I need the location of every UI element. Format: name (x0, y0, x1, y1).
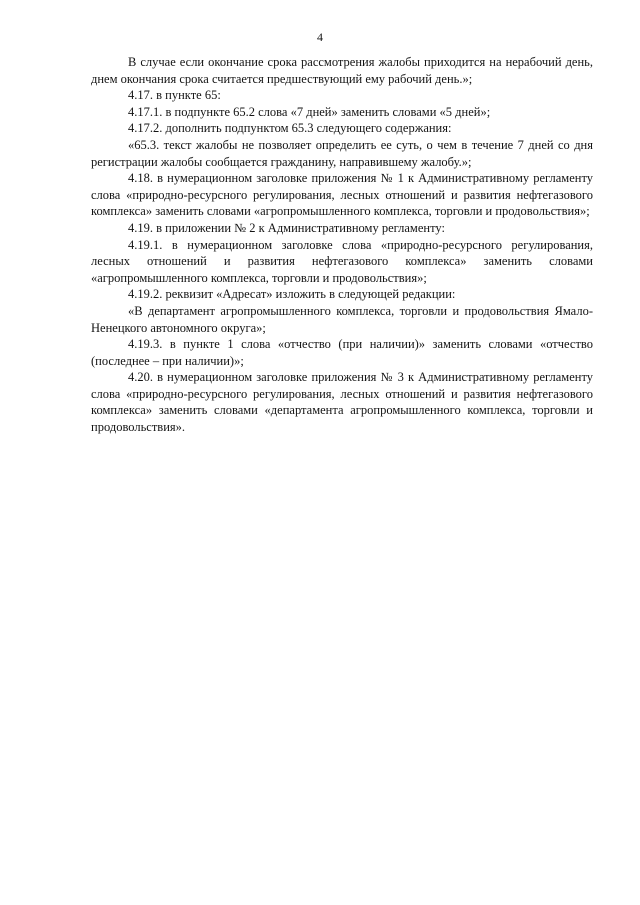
paragraph-4-19-3: 4.19.3. в пункте 1 слова «отчество (при наличии)» заменить словами «отчество (последнее – при наличии)»; (91, 337, 593, 368)
paragraph-4-20: 4.20. в нумерационном заголовке приложения № 3 к Административному регламенту слова «природно-ресурсного регулирования, лесных отношений и развития нефтегазового комплекса» заменить словами «департамента агропромышленного комплекса, торговли и продовольствия». (91, 370, 593, 435)
paragraph-4-18: 4.18. в нумерационном заголовке приложения № 1 к Административному регламенту слова «природно-ресурсного регулирования, лесных отношений и развития нефтегазового комплекса» заменить словами «агропромышленного комплекса, торговли и продовольствия»; (91, 171, 593, 219)
paragraph-deadline-note: В случае если окончание срока рассмотрения жалобы приходится на нерабочий день, днем окончания срока считается предшествующий ему рабочий день.»; (91, 55, 593, 86)
document-body (91, 54, 593, 436)
page-number: 4 (317, 30, 323, 44)
paragraph-4-17-1: 4.17.1. в подпункте 65.2 слова «7 дней» заменить словами «5 дней»; (128, 104, 491, 119)
paragraph-4-19-1: 4.19.1. в нумерационном заголовке слова «природно-ресурсного регулирования, лесных отношений и развития нефтегазового комплекса» заменить словами «агропромышленного комплекса, торговли и продовольствия»; (91, 237, 593, 285)
paragraph-4-19-2: 4.19.2. реквизит «Адресат» изложить в следующей редакции: (128, 287, 456, 302)
paragraph-addressee-quote: «В департамент агропромышленного комплекса, торговли и продовольствия Ямало-Ненецкого автономного округа»; (91, 303, 593, 335)
paragraph-4-17-2: 4.17.2. дополнить подпунктом 65.3 следующего содержания: (128, 121, 452, 136)
paragraph-65-3-quote: «65.3. текст жалобы не позволяет определить ее суть, о чем в течение 7 дней со дня регистрации жалобы сообщается гражданину, направившему жалобу.»; (91, 137, 593, 169)
paragraph-4-17: 4.17. в пункте 65: (128, 88, 221, 103)
paragraph-4-19: 4.19. в приложении № 2 к Административному регламенту: (128, 220, 445, 235)
